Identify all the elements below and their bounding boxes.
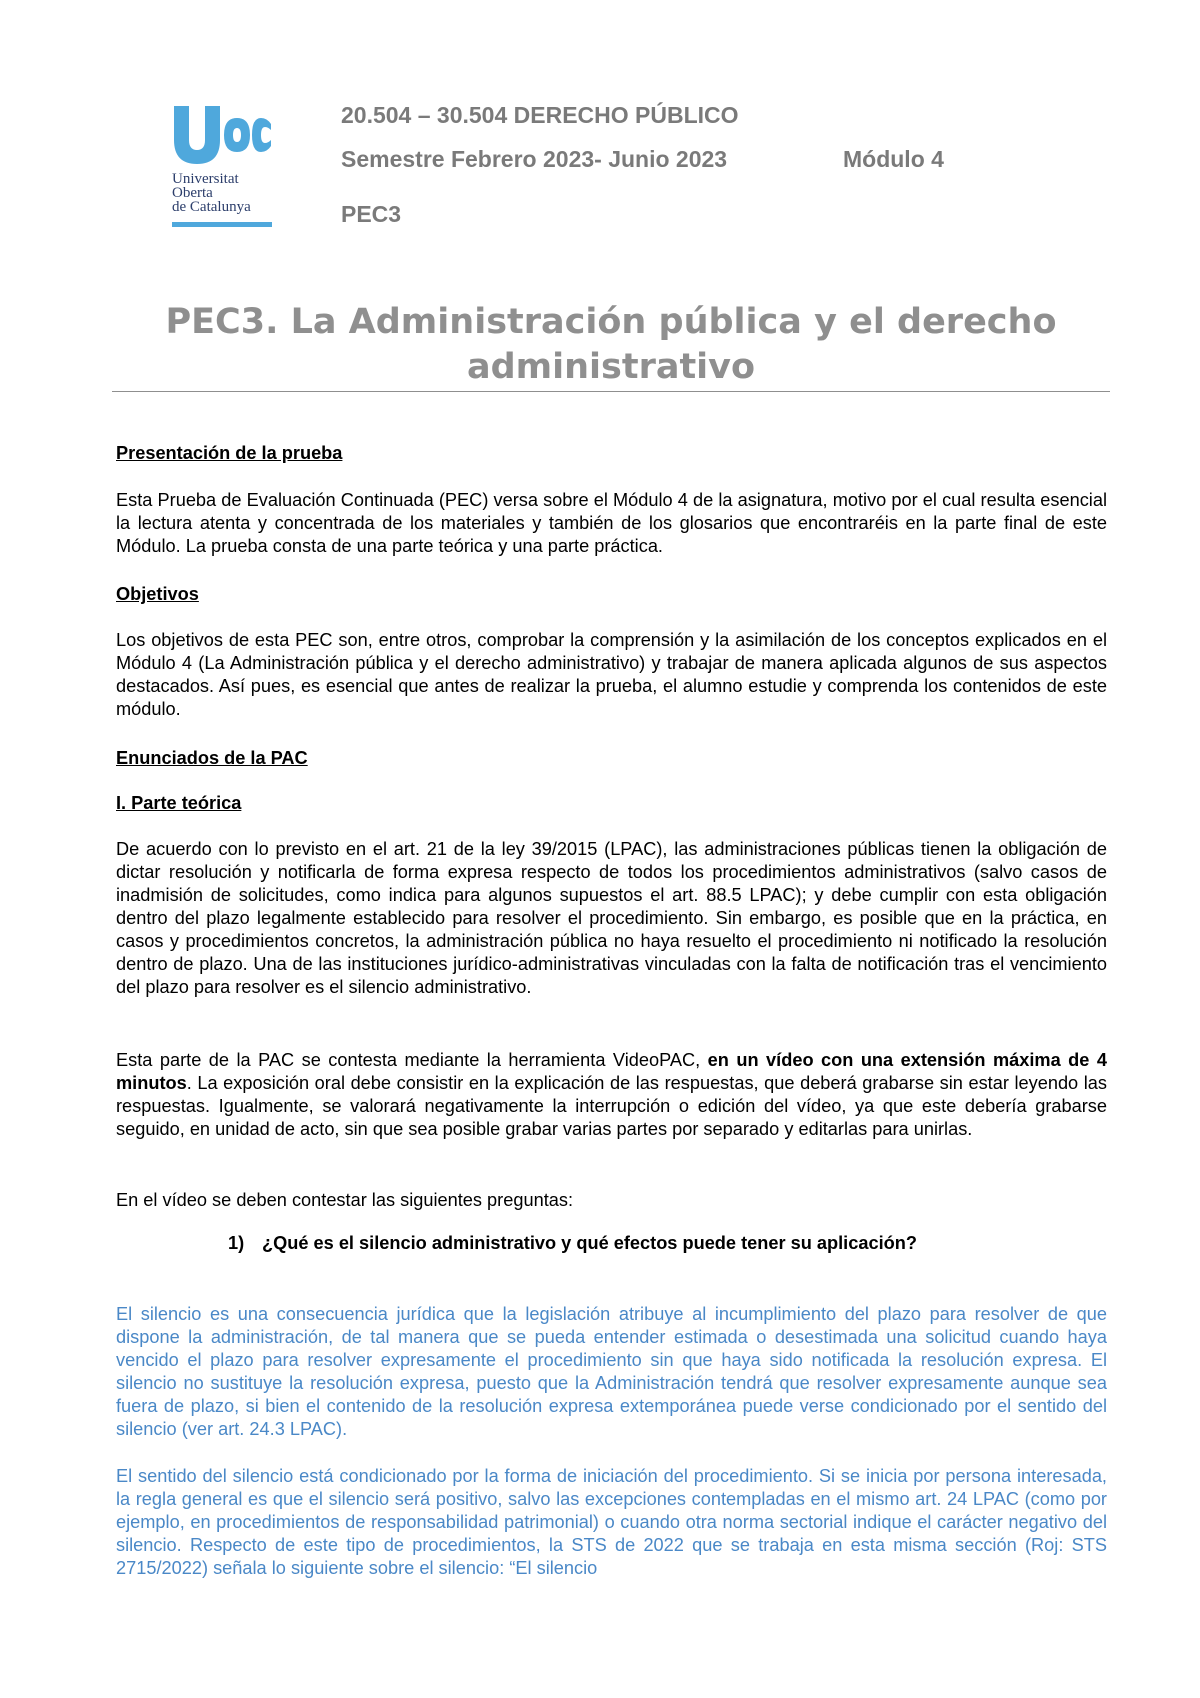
title-line: administrativo [466,347,756,387]
uoc-logo [172,104,272,227]
institution-line: de Catalunya [172,199,251,215]
question-number: 1) [228,1233,245,1253]
paragraph-objetivos: Los objetivos de esta PEC son, entre otros, comprobar la comprensión y la asimilación de los conceptos explicados en el Módulo 4 (La Administración pública y el derecho administrativo) y trabajar de manera aplicada algunos de sus aspectos destacados. Así pues, es esencial que antes de realizar la prueba, el alumno estudie y comprenda los contenidos de este módulo. [116,630,1107,719]
answer-paragraph-2: El sentido del silencio está condicionado por la forma de iniciación del procedimiento. Si se inicia por persona interesada, la regla general es que el silencio será positivo, salvo las excepciones contempladas en el mismo art. 24 LPAC (como por ejemplo, en procedimientos de responsabilidad patrimonial) o cuando otra norma sectorial indique el carácter negativo del silencio. Respecto de este tipo de procedimientos, la STS de 2022 que se trabaja en esta misma sección (Roj: STS 2715/2022) señala lo siguiente sobre el silencio: “El silencio [116,1466,1107,1578]
videopac-text-bold: en un vídeo con una extensión máxima de 4 minutos [116,1050,1107,1093]
uoc-logo-mark [172,104,272,166]
paragraph-teorica: De acuerdo con lo previsto en el art. 21 de la ley 39/2015 (LPAC), las administraciones públicas tienen la obligación de dictar resolución y notificarla de forma expresa respecto de todos los procedimientos administrativos (salvo casos de inadmisión de solicitudes, como indica para algunos supuestos el art. 88.5 LPAC); y debe cumplir con esta obligación dentro del plazo legalmente establecido para resolver el procedimiento. Sin embargo, es posible que en la práctica, en casos y procedimientos concretos, la administración pública no haya resuelto el procedimiento ni notificado la resolución dentro de plazo. Una de las instituciones jurídico-administrativas vinculadas con la falta de notificación tras el vencimiento del plazo para resolver es el silencio administrativo. [116,839,1107,997]
videopac-text-start: Esta parte de la PAC se contesta mediante la herramienta VideoPAC, [116,1050,708,1070]
institution-name [172,172,272,214]
semester-label: Semestre Febrero 2023- Junio 2023 [341,146,728,172]
section-heading-teorica: I. Parte teórica [116,793,242,813]
title-line: PEC3. La Administración pública y el derecho [165,302,1057,342]
document-title [112,300,1110,390]
answer-paragraph-1: El silencio es una consecuencia jurídica que la legislación atribuye al incumplimiento del plazo para resolver de que dispone la administración, de tal manera que se pueda entender estimada o desestimada una solicitud cuando haya vencido el plazo para resolver expresamente el procedimiento sin que haya sido notificada la resolución expresa. El silencio no sustituye la resolución expresa, puesto que la Administración tendrá que resolver expresamente aunque sea fuera de plazo, si bien el contenido de la resolución expresa extemporánea puede verse condicionado por el sentido del silencio (ver art. 24.3 LPAC). [116,1304,1107,1439]
course-title: 20.504 – 30.504 DERECHO PÚBLICO [341,102,739,128]
institution-line: Oberta [172,185,213,201]
pec-label: PEC3 [341,201,402,227]
section-heading-objetivos: Objetivos [116,584,199,604]
questions-intro: En el vídeo se deben contestar las siguientes preguntas: [116,1190,574,1210]
title-divider [112,391,1110,392]
logo-underline [172,222,272,227]
question-text: ¿Qué es el silencio administrativo y qué efectos puede tener su aplicación? [262,1233,917,1253]
section-heading-presentacion: Presentación de la prueba [116,443,343,463]
institution-line: Universitat [172,171,239,187]
section-heading-enunciados: Enunciados de la PAC [116,748,308,768]
module-label: Módulo 4 [843,146,944,172]
paragraph-videopac [116,1049,1107,1141]
paragraph-presentacion: Esta Prueba de Evaluación Continuada (PEC) versa sobre el Módulo 4 de la asignatura, motivo por el cual resulta esencial la lectura atenta y concentrada de los materiales y también de los glosarios que encontraréis en la parte final de este Módulo. La prueba consta de una parte teórica y una parte práctica. [116,490,1107,556]
question-1 [228,1232,1108,1255]
videopac-text-end: . La exposición oral debe consistir en la explicación de las respuestas, que deberá grabarse sin estar leyendo las respuestas. Igualmente, se valorará negativamente la interrupción o edición del vídeo, ya que este debería grabarse seguido, en unidad de acto, sin que sea posible grabar varias partes por separado y editarlas para unirlas. [116,1073,1107,1139]
